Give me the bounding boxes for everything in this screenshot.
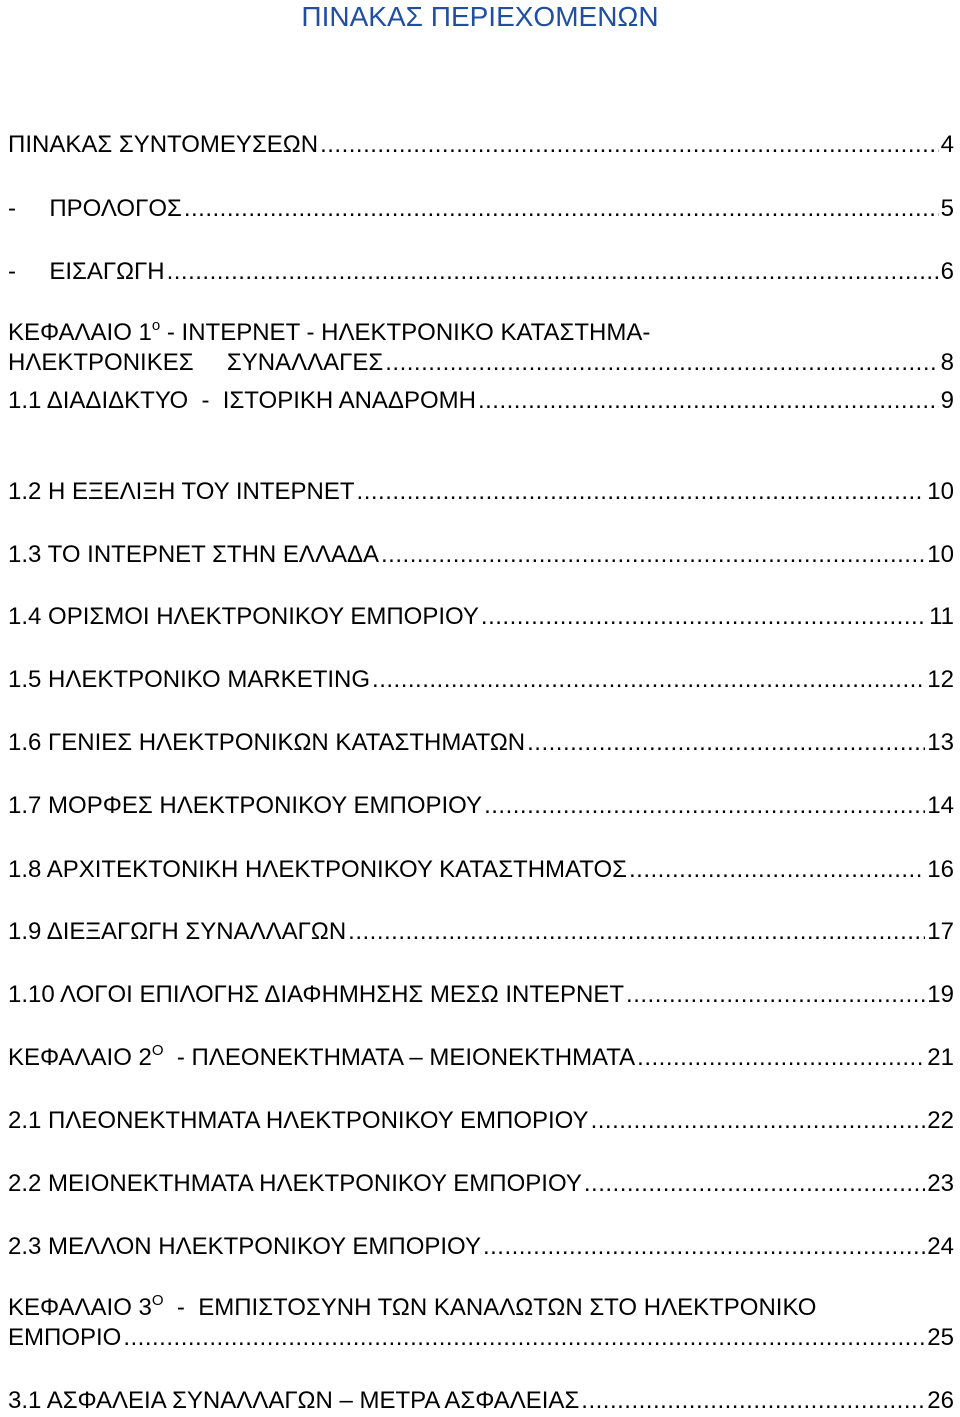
dot-leader [372, 665, 925, 695]
dot-leader [629, 855, 925, 885]
dot-leader [483, 1232, 925, 1262]
toc-entry-1-8[interactable] [8, 855, 954, 885]
toc-entry-page: 26 [927, 1387, 954, 1414]
toc-entry-label: 2.2 ΜΕΙΟΝΕΚΤΗΜΑΤΑ ΗΛΕΚΤΡΟΝΙΚΟΥ ΕΜΠΟΡΙΟΥ [8, 1170, 582, 1197]
toc-entry-2-1[interactable] [8, 1106, 954, 1136]
toc-entry-2-2[interactable] [8, 1169, 954, 1199]
dot-leader [167, 257, 939, 287]
toc-entry-1-6[interactable] [8, 728, 954, 758]
dot-leader [348, 917, 925, 947]
dot-leader [184, 194, 939, 224]
toc-entry-label: 1.8 ΑΡΧΙΤΕΚΤΟΝΙΚΗ ΗΛΕΚΤΡΟΝΙΚΟΥ ΚΑΤΑΣΤΗΜΑΤΟΣ [8, 856, 627, 883]
toc-entry-1-1[interactable] [8, 386, 954, 416]
toc-entry-label: ΚΕΦΑΛΑΙΟ $1^o$ - ΙΝΤΕΡΝΕΤ - ΗΛΕΚΤΡΟΝΙΚΟ ΚΑΤΑΣΤΗΜΑ- [8, 317, 651, 346]
dot-leader [484, 791, 925, 821]
dot-leader [637, 1043, 925, 1073]
superscript-ordinal: Ο [151, 1042, 164, 1059]
dot-leader [481, 602, 927, 632]
toc-entry-label: ΚΕΦΑΛΑΙΟ $2^O$ - ΠΛΕΟΝΕΚΤΗΜΑΤΑ – ΜΕΙΟΝΕΚΤΗΜΑΤΑ [8, 1042, 636, 1071]
dot-leader [478, 386, 939, 416]
toc-entry-label: 1.4 ΟΡΙΣΜΟΙ ΗΛΕΚΤΡΟΝΙΚΟΥ ΕΜΠΟΡΙΟΥ [8, 603, 479, 630]
toc-entry-1-7[interactable] [8, 791, 954, 821]
toc-entry-page: 22 [927, 1107, 954, 1134]
toc-entry-label: 3.1 ΑΣΦΑΛΕΙΑ ΣΥΝΑΛΛΑΓΩΝ – ΜΕΤΡΑ ΑΣΦΑΛΕΙΑΣ [8, 1387, 580, 1414]
toc-entry-page: 9 [940, 387, 954, 414]
toc-entry-1-10[interactable] [8, 980, 954, 1010]
toc-entry-1-3[interactable] [8, 540, 954, 570]
toc-entry-2-3[interactable] [8, 1232, 954, 1262]
toc-entry-page: 11 [929, 603, 954, 630]
page-title: ΠΙΝΑΚΑΣ ΠΕΡΙΕΧΟΜΕΝΩΝ [301, 1, 659, 32]
toc-entry-3-1[interactable] [8, 1386, 954, 1416]
dot-leader [381, 540, 925, 570]
toc-entry-label: 1.7 ΜΟΡΦΕΣ ΗΛΕΚΤΡΟΝΙΚΟΥ ΕΜΠΟΡΙΟΥ [8, 792, 483, 819]
toc-entry-page: 8 [940, 349, 954, 376]
toc-entry-page: 14 [927, 792, 954, 819]
toc-entry-label: 1.3 ΤΟ ΙΝΤΕΡΝΕΤ ΣΤΗΝ ΕΛΛΑΔΑ [8, 541, 380, 568]
toc-entry-label-continued: ΗΛΕΚΤΡΟΝΙΚΕΣ ΣΥΝΑΛΛΑΓΕΣ [8, 349, 384, 376]
toc-entry-chapter-3[interactable] [8, 1293, 954, 1353]
toc-entry-label: 1.1 ΔΙΑΔΙΔΚΤΥΟ - ΙΣΤΟΡΙΚΗ ΑΝΑΔΡΟΜΗ [8, 387, 476, 414]
toc-entry-1-9[interactable] [8, 917, 954, 947]
toc-entry-page: 19 [927, 981, 954, 1008]
toc-entry-label-continued: ΕΜΠΟΡΙΟ [8, 1324, 122, 1351]
toc-entry-page: 21 [927, 1044, 954, 1071]
toc-entry-page: 12 [927, 666, 954, 693]
dot-leader [123, 1323, 925, 1353]
toc-entry-label: 1.5 ΗΛΕΚΤΡΟΝΙΚΟ MARKETING [8, 666, 371, 693]
dot-leader [581, 1386, 925, 1416]
toc-entry-label: 2.1 ΠΛΕΟΝΕΚΤΗΜΑΤΑ ΗΛΕΚΤΡΟΝΙΚΟΥ ΕΜΠΟΡΙΟΥ [8, 1107, 589, 1134]
toc-entry-label: ΠΙΝΑΚΑΣ ΣΥΝΤΟΜΕΥΣΕΩΝ [8, 131, 319, 158]
toc-entry-page: 13 [927, 729, 954, 756]
toc-entry-page: 10 [927, 541, 954, 568]
toc-entry-1-5[interactable] [8, 665, 954, 695]
toc-entry-page: 10 [927, 478, 954, 505]
dot-leader [320, 130, 939, 160]
dot-leader [584, 1169, 925, 1199]
toc-entry-1-4[interactable] [8, 602, 954, 632]
dot-leader [527, 728, 925, 758]
toc-entry-page: 25 [927, 1324, 954, 1351]
toc-entry-prologue[interactable] [8, 194, 954, 224]
toc-entry-abbreviations[interactable] [8, 130, 954, 160]
toc-entry-page: 17 [927, 918, 954, 945]
toc-entry-chapter-1[interactable] [8, 318, 954, 378]
toc-entry-page: 5 [940, 195, 954, 222]
toc-entry-label: 1.10 ΛΟΓΟΙ ΕΠΙΛΟΓΗΣ ΔΙΑΦΗΜΗΣΗΣ ΜΕΣΩ ΙΝΤΕΡΝΕΤ [8, 981, 625, 1008]
toc-entry-label: 2.3 ΜΕΛΛΟΝ ΗΛΕΚΤΡΟΝΙΚΟΥ ΕΜΠΟΡΙΟΥ [8, 1233, 481, 1260]
toc-entry-introduction[interactable] [8, 257, 954, 287]
dot-leader [357, 477, 926, 507]
toc-entry-1-2[interactable] [8, 477, 954, 507]
toc-entry-page: 23 [927, 1170, 954, 1197]
toc-entry-label: 1.9 ΔΙΕΞΑΓΩΓΗ ΣΥΝΑΛΛΑΓΩΝ [8, 918, 347, 945]
toc-entry-label: 1.2 Η ΕΞΕΛΙΞΗ ΤΟΥ ΙΝΤΕΡΝΕΤ [8, 478, 355, 505]
toc-entry-label: - ΠΡΟΛΟΓΟΣ [8, 195, 182, 222]
toc-entry-label: ΚΕΦΑΛΑΙΟ $3^O$ - ΕΜΠΙΣΤΟΣΥΝΗ ΤΩΝ ΚΑΝΑΛΩΤΩΝ ΣΤΟ ΗΛΕΚΤΡΟΝΙΚΟ [8, 1292, 817, 1321]
dot-leader [591, 1106, 926, 1136]
toc-entry-label: 1.6 ΓΕΝΙΕΣ ΗΛΕΚΤΡΟΝΙΚΩΝ ΚΑΤΑΣΤΗΜΑΤΩΝ [8, 729, 526, 756]
dot-leader [626, 980, 925, 1010]
toc-entry-label: - ΕΙΣΑΓΩΓΗ [8, 258, 165, 285]
superscript-ordinal: ο [151, 317, 161, 334]
toc-entry-page: 16 [927, 856, 954, 883]
dot-leader [385, 348, 938, 378]
superscript-ordinal: Ο [151, 1292, 164, 1309]
toc-entry-page: 24 [927, 1233, 954, 1260]
toc-entry-chapter-2[interactable] [8, 1043, 954, 1073]
toc-entry-page: 4 [940, 131, 954, 158]
toc-entry-page: 6 [940, 258, 954, 285]
